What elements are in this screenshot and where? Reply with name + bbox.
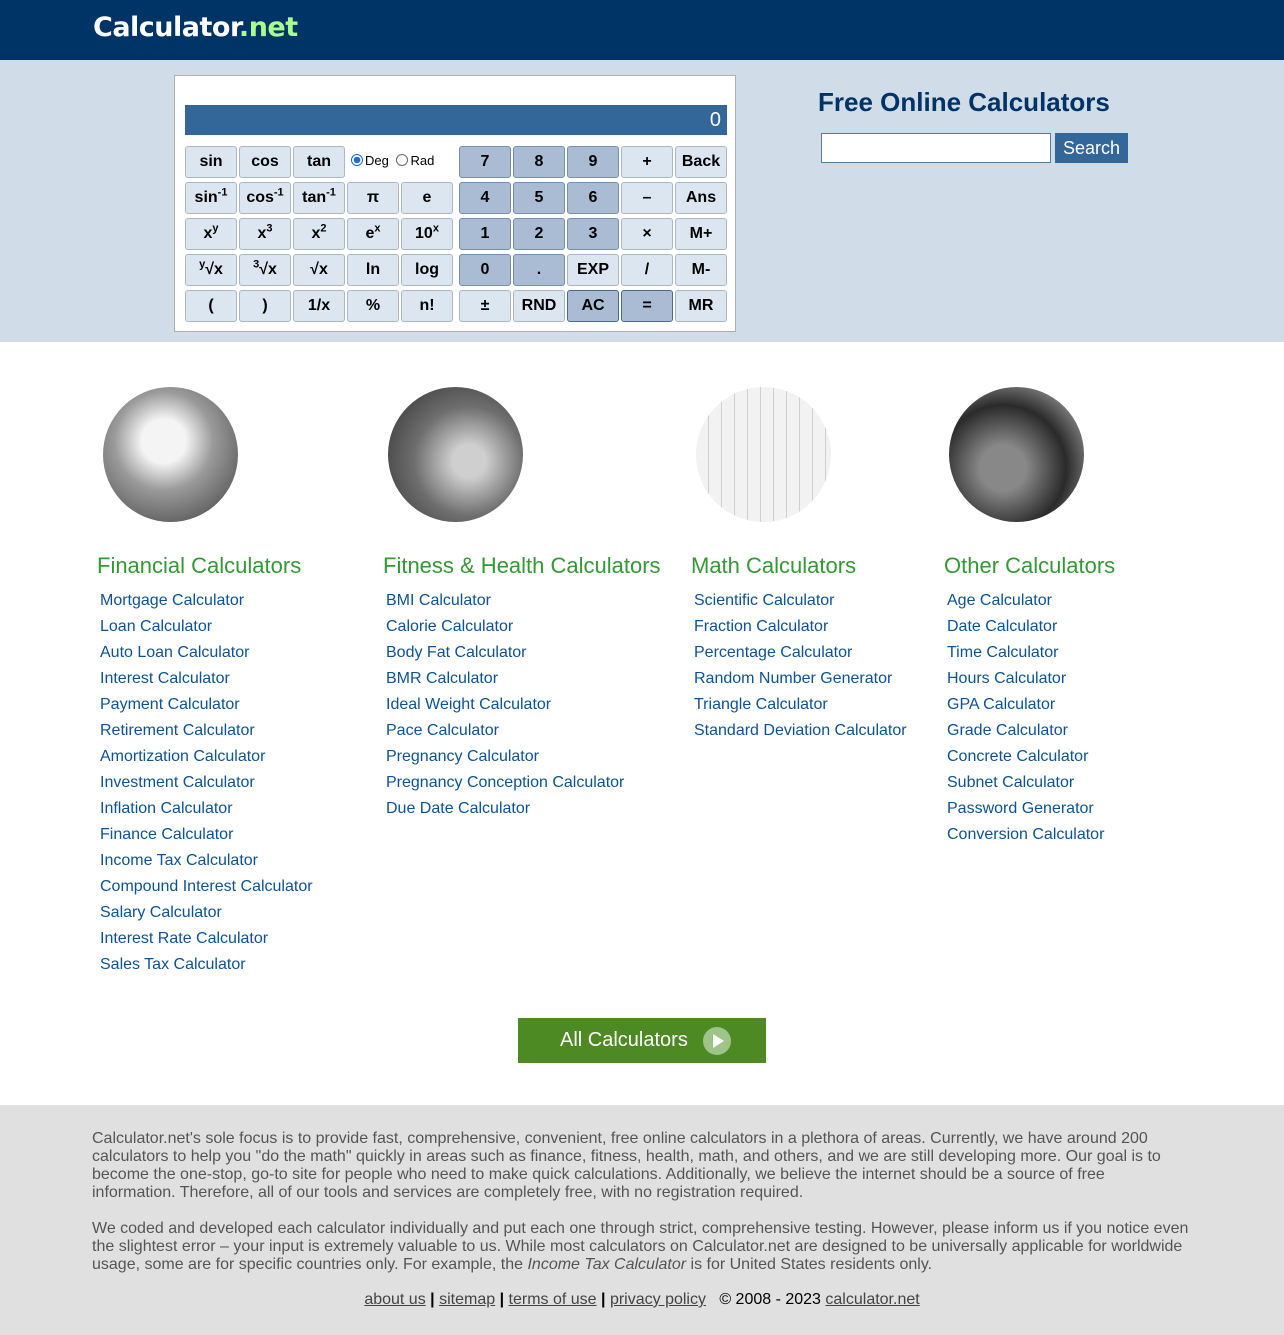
key-num-3-4[interactable]: M- xyxy=(675,254,727,286)
calculator-link[interactable]: Time Calculator xyxy=(947,644,1059,661)
key-sci-3-1[interactable]: $^3$√x xyxy=(239,254,291,286)
category-links xyxy=(947,588,1104,848)
key-sci-4-2[interactable]: 1/x xyxy=(293,290,345,322)
about-paragraph-2 xyxy=(92,1220,1192,1274)
category-title[interactable]: Math Calculators xyxy=(691,553,857,578)
calculator-link[interactable]: Loan Calculator xyxy=(100,618,213,635)
all-calculators-label: All Calculators xyxy=(560,1029,688,1051)
privacy-link[interactable]: privacy policy xyxy=(609,1291,706,1308)
key-sci-0-2[interactable]: tan xyxy=(293,146,345,178)
key-sci-3-3[interactable]: ln xyxy=(347,254,399,286)
about-paragraph-1: Calculator.net's sole focus is to provide fast, comprehensive, convenient, free online calculators in a plethora of areas. Currently, we have around 200 calculators to help you "do the math" quickly in areas such as finance, fitness, health, math, and others, and we are still developing more. Our goal is to become the one-stop, go-to site for people who need to make quick calculations. Additionally, we believe the internet should be a source of free information. Therefore, all of our tools and services are completely free, with no registration required. xyxy=(92,1130,1161,1201)
key-sci-2-1[interactable]: $x^3$ xyxy=(239,218,291,250)
key-num-2-2[interactable]: 3 xyxy=(567,218,619,250)
calculator-link[interactable]: Pace Calculator xyxy=(386,722,499,739)
key-num-4-0[interactable]: ± xyxy=(459,290,511,322)
calculator-link[interactable]: Pregnancy Calculator xyxy=(386,748,539,765)
key-num-3-3[interactable]: / xyxy=(621,254,673,286)
deg-radio[interactable] xyxy=(351,154,363,166)
key-num-2-3[interactable]: × xyxy=(621,218,673,250)
key-num-0-3[interactable]: + xyxy=(621,146,673,178)
category-links xyxy=(100,588,313,978)
about-us-link[interactable]: about us xyxy=(364,1291,426,1308)
category-links xyxy=(386,588,624,822)
calculator-link[interactable]: Conversion Calculator xyxy=(947,826,1105,843)
key-sci-2-4[interactable]: 10$^x$ xyxy=(401,218,453,250)
calculator-link[interactable]: Subnet Calculator xyxy=(947,774,1075,791)
calculator-link[interactable]: Body Fat Calculator xyxy=(386,644,527,661)
key-num-1-1[interactable]: 5 xyxy=(513,182,565,214)
site-link[interactable]: calculator.net xyxy=(825,1291,920,1308)
calculator-link[interactable]: Auto Loan Calculator xyxy=(100,644,250,661)
calculator-link[interactable]: Grade Calculator xyxy=(947,722,1068,739)
key-sci-0-0[interactable]: sin xyxy=(185,146,237,178)
key-sci-2-3[interactable]: $e^x$ xyxy=(347,218,399,250)
calculator-link[interactable]: Due Date Calculator xyxy=(386,800,531,817)
calculator-link[interactable]: Ideal Weight Calculator xyxy=(386,696,552,713)
key-sci-1-2[interactable]: $\tan^{-1}$ xyxy=(293,182,345,214)
calculator-link[interactable]: Payment Calculator xyxy=(100,696,240,713)
scientific-calculator xyxy=(174,75,736,332)
site-logo[interactable] xyxy=(93,12,298,43)
calculator-link[interactable]: Interest Calculator xyxy=(100,670,230,687)
key-num-4-1[interactable]: RND xyxy=(513,290,565,322)
key-num-3-1[interactable]: . xyxy=(513,254,565,286)
key-sci-1-3[interactable]: π xyxy=(347,182,399,214)
all-calculators-button[interactable] xyxy=(518,1018,766,1063)
key-num-1-0[interactable]: 4 xyxy=(459,182,511,214)
calculator-link[interactable]: Date Calculator xyxy=(947,618,1058,635)
deg-label: Deg xyxy=(365,153,389,168)
calculator-link[interactable]: Amortization Calculator xyxy=(100,748,266,765)
calculator-link[interactable]: Salary Calculator xyxy=(100,904,222,921)
category-links xyxy=(694,588,907,744)
fuel-nozzle-photo[interactable] xyxy=(949,387,1084,522)
category-title[interactable]: Financial Calculators xyxy=(97,553,302,578)
calculator-link[interactable]: Concrete Calculator xyxy=(947,748,1089,765)
key-sci-4-1[interactable]: ) xyxy=(239,290,291,322)
calculator-link[interactable]: Triangle Calculator xyxy=(694,696,828,713)
calculator-link[interactable]: Retirement Calculator xyxy=(100,722,255,739)
calculator-link[interactable]: Hours Calculator xyxy=(947,670,1067,687)
calculator-link[interactable]: GPA Calculator xyxy=(947,696,1056,713)
category-title[interactable]: Other Calculators xyxy=(944,553,1116,578)
arrow-right-icon xyxy=(703,1027,731,1055)
income-tax-link[interactable]: Income Tax Calculator xyxy=(527,1256,687,1273)
key-num-2-4[interactable]: M+ xyxy=(675,218,727,250)
key-num-0-2[interactable]: 9 xyxy=(567,146,619,178)
key-sci-0-1[interactable]: cos xyxy=(239,146,291,178)
logo-text: Calculator xyxy=(93,12,239,43)
key-num-0-0[interactable]: 7 xyxy=(459,146,511,178)
terms-link[interactable]: terms of use xyxy=(508,1291,597,1308)
copyright: © 2008 - 2023 xyxy=(719,1291,821,1308)
key-num-0-1[interactable]: 8 xyxy=(513,146,565,178)
calculator-link[interactable]: Pregnancy Conception Calculator xyxy=(386,774,625,791)
rad-label: Rad xyxy=(410,153,435,168)
calculator-link[interactable]: Mortgage Calculator xyxy=(100,592,245,609)
key-sci-1-4[interactable]: e xyxy=(401,182,453,214)
coins-chart-photo[interactable] xyxy=(103,387,238,522)
calculator-link[interactable]: Scientific Calculator xyxy=(694,592,835,609)
key-sci-4-3[interactable]: % xyxy=(347,290,399,322)
about2-text-end: is for United States residents only. xyxy=(686,1256,933,1273)
logo-dot: . xyxy=(238,12,249,43)
key-sci-1-1[interactable]: $\cos^{-1}$ xyxy=(239,182,291,214)
calculator-link[interactable]: Age Calculator xyxy=(947,592,1052,609)
key-num-1-4[interactable]: Ans xyxy=(675,182,727,214)
calculator-link[interactable]: Investment Calculator xyxy=(100,774,255,791)
calculator-link[interactable]: BMR Calculator xyxy=(386,670,499,687)
key-num-3-0[interactable]: 0 xyxy=(459,254,511,286)
key-num-1-2[interactable]: 6 xyxy=(567,182,619,214)
search-title: Free Online Calculators xyxy=(818,87,1110,117)
rad-radio[interactable] xyxy=(396,154,408,166)
search-button[interactable]: Search xyxy=(1055,133,1128,163)
key-sci-2-2[interactable]: $x^2$ xyxy=(293,218,345,250)
key-sci-3-0[interactable]: $^y$√x xyxy=(185,254,237,286)
calculator-link[interactable]: Sales Tax Calculator xyxy=(100,956,246,973)
key-num-3-2[interactable]: EXP xyxy=(567,254,619,286)
footer-links: about us | sitemap | terms of use | privacy policy © 2008 - 2023 calculator.net xyxy=(364,1291,920,1308)
fruit-tape-measure-photo[interactable] xyxy=(388,387,523,522)
key-num-1-3[interactable]: – xyxy=(621,182,673,214)
search-input[interactable] xyxy=(821,133,1051,163)
calculator-link[interactable]: Finance Calculator xyxy=(100,826,234,843)
key-sci-2-0[interactable]: $x^y$ xyxy=(185,218,237,250)
key-sci-3-2[interactable]: √x xyxy=(293,254,345,286)
calculator-link[interactable]: Fraction Calculator xyxy=(694,618,829,635)
key-num-0-4[interactable]: Back xyxy=(675,146,727,178)
key-num-4-2[interactable]: AC xyxy=(567,290,619,322)
angle-mode xyxy=(347,146,437,176)
calculator-link[interactable]: Inflation Calculator xyxy=(100,800,233,817)
calculator-link[interactable]: Compound Interest Calculator xyxy=(100,878,313,895)
calculator-link[interactable]: Income Tax Calculator xyxy=(100,852,258,869)
calculator-link[interactable]: Standard Deviation Calculator xyxy=(694,722,907,739)
key-sci-4-4[interactable]: n! xyxy=(401,290,453,322)
key-num-4-3[interactable]: = xyxy=(621,290,673,322)
calculator-link[interactable]: Interest Rate Calculator xyxy=(100,930,269,947)
key-num-4-4[interactable]: MR xyxy=(675,290,727,322)
sitemap-link[interactable]: sitemap xyxy=(439,1291,496,1308)
calculator-link[interactable]: BMI Calculator xyxy=(386,592,491,609)
key-sci-1-0[interactable]: $\sin^{-1}$ xyxy=(185,182,237,214)
calculator-link[interactable]: Percentage Calculator xyxy=(694,644,853,661)
calculator-link[interactable]: Calorie Calculator xyxy=(386,618,514,635)
about2-text: We coded and developed each calculator individually and put each one through strict, comprehensive testing. However, please inform us if you notice even the slightest error – your input is extremely valuable to us. While most calculators on Calculator.net are designed to be universally applicable for worldwide usage, some are for specific countries only. For example, the xyxy=(92,1220,1189,1273)
calculator-link[interactable]: Password Generator xyxy=(947,800,1094,817)
site-header xyxy=(0,0,1284,60)
key-sci-4-0[interactable]: ( xyxy=(185,290,237,322)
calculator-link[interactable]: Random Number Generator xyxy=(694,670,893,687)
category-title[interactable]: Fitness & Health Calculators xyxy=(383,553,661,578)
logo-net: net xyxy=(248,12,298,43)
key-sci-3-4[interactable]: log xyxy=(401,254,453,286)
calculator-display: 0 xyxy=(185,105,727,135)
math-paper-photo[interactable] xyxy=(696,387,831,522)
key-num-2-0[interactable]: 1 xyxy=(459,218,511,250)
key-num-2-1[interactable]: 2 xyxy=(513,218,565,250)
